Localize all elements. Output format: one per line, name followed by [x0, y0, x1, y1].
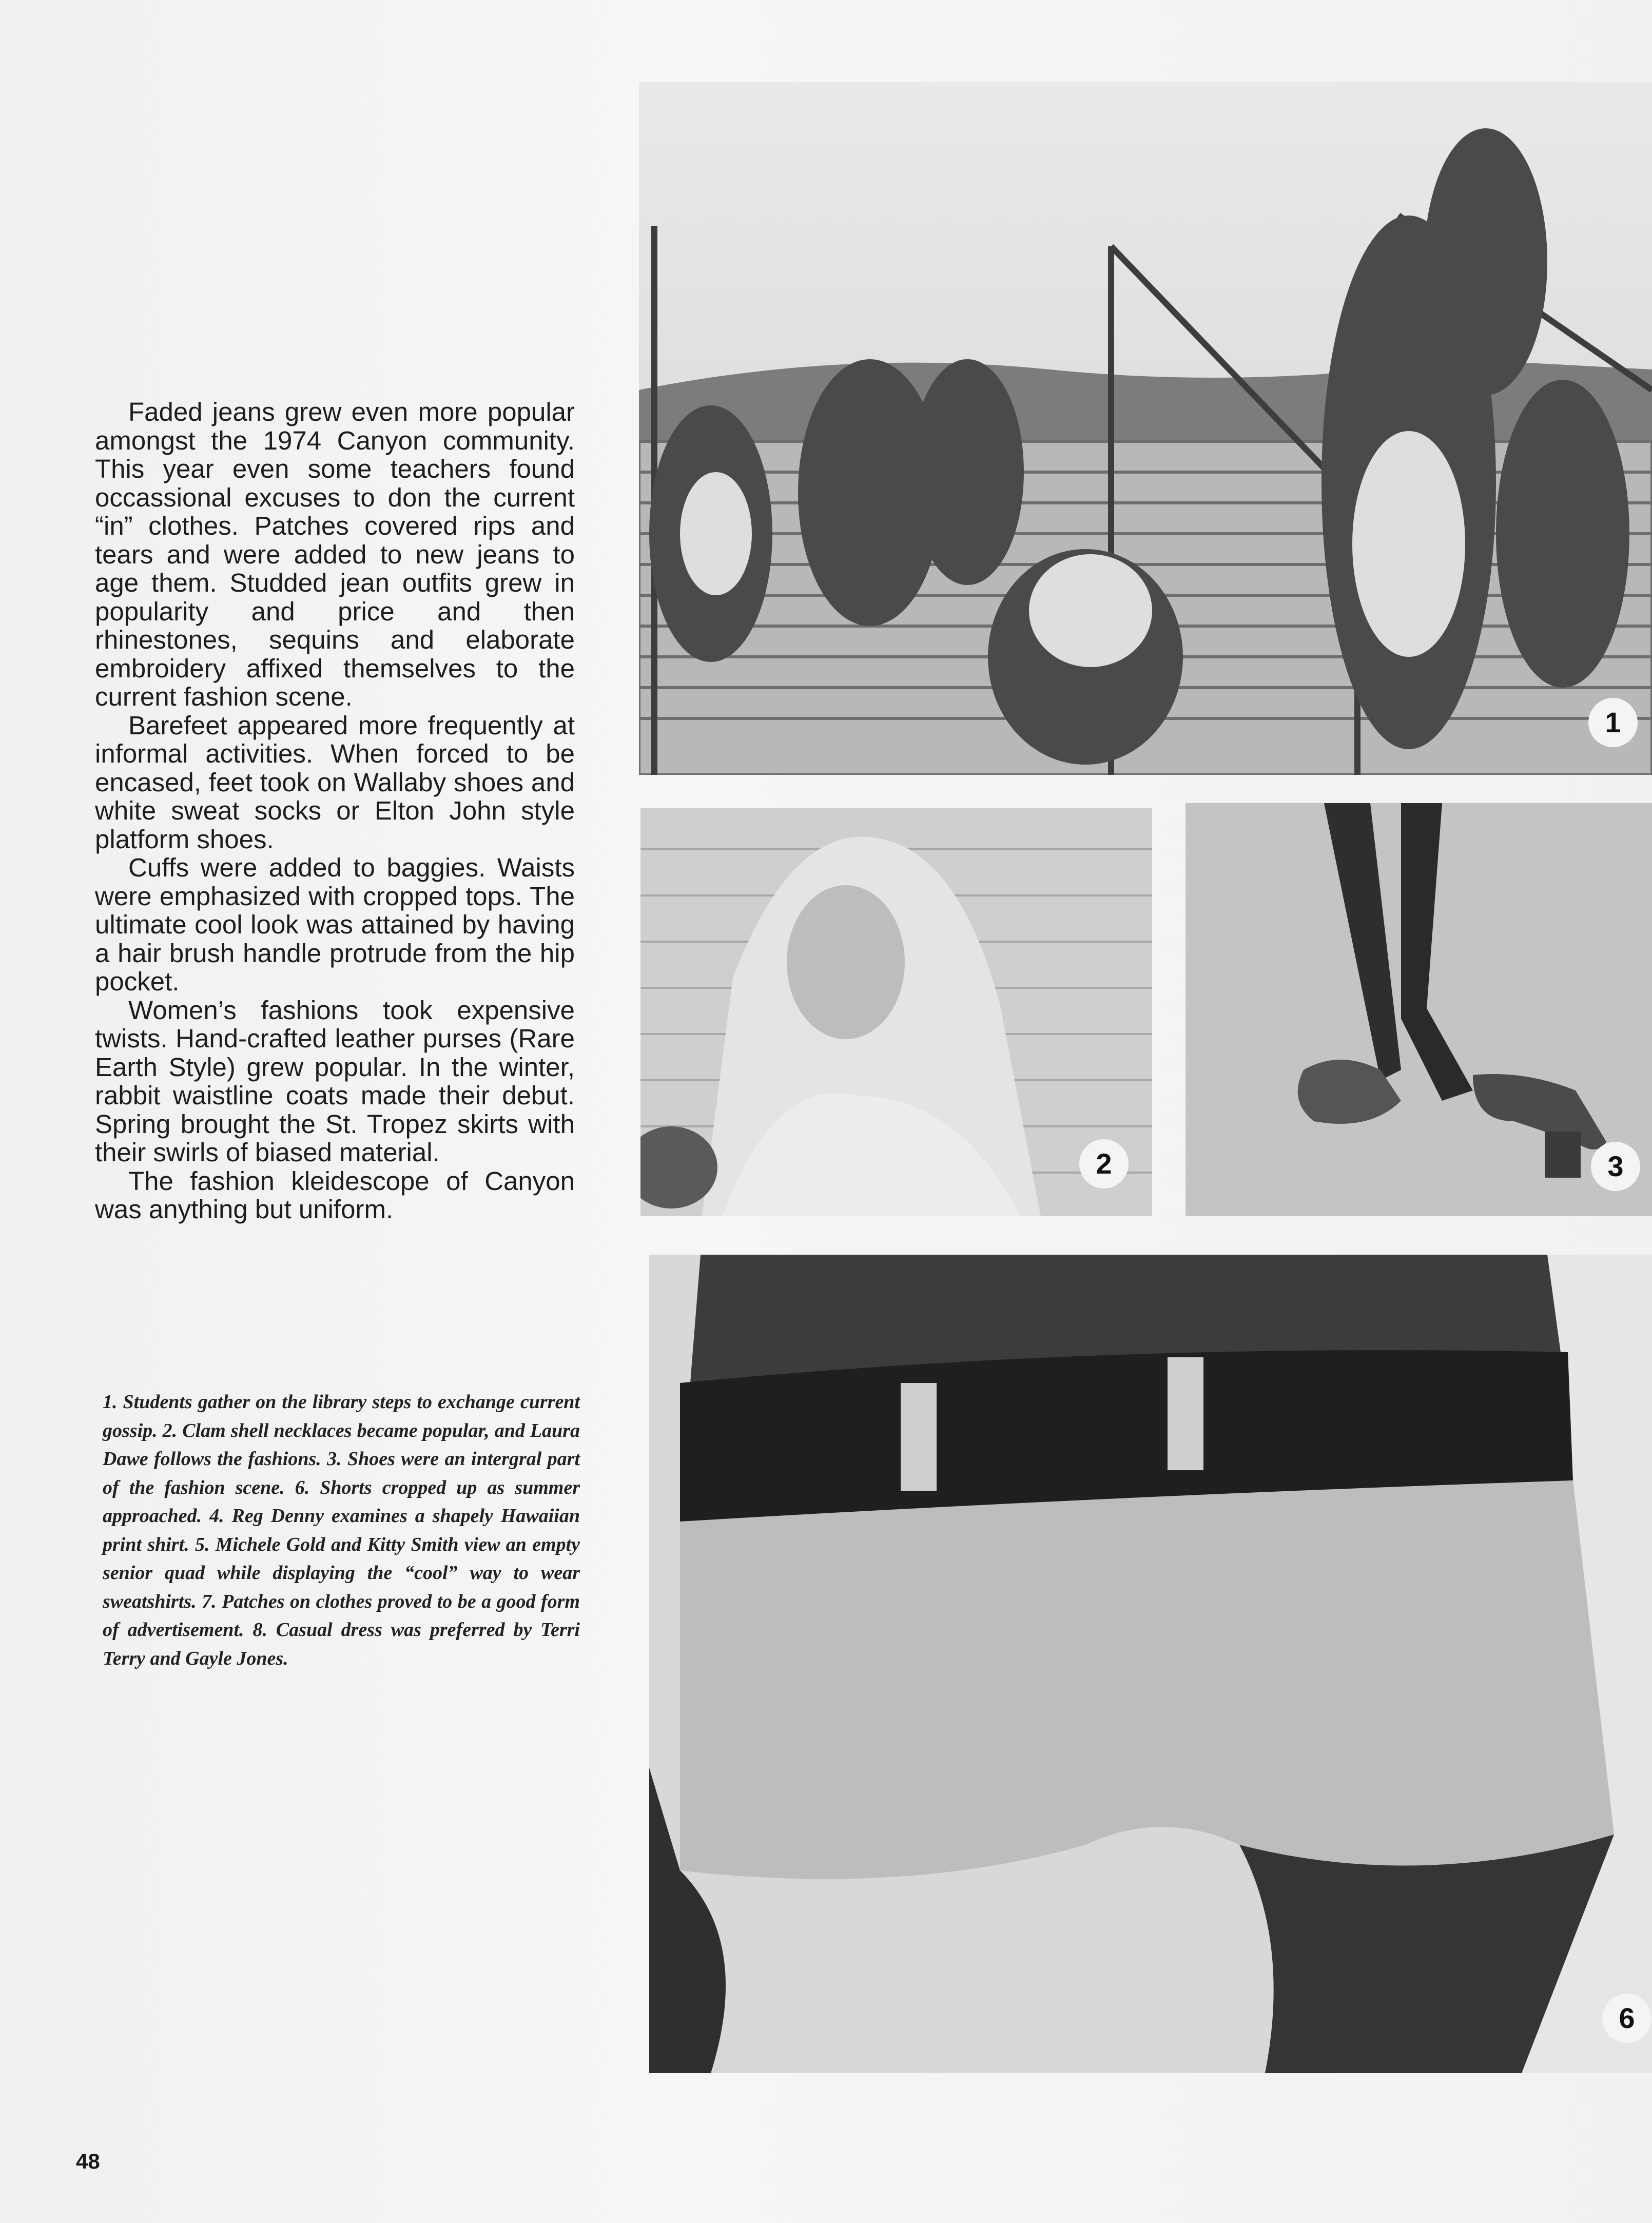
page-number: 48	[76, 2149, 100, 2173]
photo-number-2: 2	[1079, 1139, 1129, 1188]
photo-number-1: 1	[1588, 698, 1638, 747]
photo-cropped-shorts	[649, 1255, 1652, 2073]
photo-clam-shell-necklace-image	[640, 808, 1152, 1216]
paragraph-barefeet: Barefeet appeared more frequently at informal activities. When forced to be encased, feet took on Wallaby shoes and white sweat socks or Elton John style platform shoes.	[95, 710, 575, 854]
photo-number-6: 6	[1602, 1994, 1651, 2043]
photo-number-3: 3	[1591, 1142, 1640, 1191]
paragraph-womens-fashions: Women’s fashions took expensive twists. Hand-crafted leather purses (Rare Earth Style) grew popular. In the winter, rabbit waistline coats made their debut. Spring brought the St. Tropez skirts with their swirls of biased material.	[95, 995, 575, 1167]
photo-platform-shoes-image	[1185, 803, 1652, 1216]
paragraph-cuffs: Cuffs were added to baggies. Waists were emphasized with cropped tops. The ultimate cool look was attained by having a hair brush handle protrude from the hip pocket.	[95, 853, 575, 996]
photo-cropped-shorts-image	[649, 1255, 1652, 2073]
caption-text: 1. Students gather on the library steps to exchange current gossip. 2. Clam shell necklaces became popular, and Laura Dawe follows the fashions. 3. Shoes were an intergral part of the fashion scene. 6. Shorts cropped up as summer approached. 4. Reg Denny examines a shapely Hawaiian print shirt. 5. Michele Gold and Kitty Smith view an empty senior quad while displaying the “cool” way to wear sweatshirts. 7. Patches on clothes proved to be a good form of advertisement. 8. Casual dress was preferred by Terri Terry and Gayle Jones.	[103, 1391, 580, 1669]
photo-captions	[103, 1388, 580, 1673]
article-body	[95, 398, 575, 1224]
paragraph-conclusion: The fashion kleidescope of Canyon was anything but uniform.	[95, 1166, 575, 1224]
photo-library-steps-image	[639, 82, 1652, 775]
photo-clam-shell-necklace	[640, 808, 1152, 1216]
photo-platform-shoes	[1185, 803, 1652, 1216]
photo-library-steps	[639, 82, 1652, 775]
paragraph-jeans: Faded jeans grew even more popular amongst the 1974 Canyon community. This year even some teachers found occassional excuses to don the current “in” clothes. Patches covered rips and tears and were added to new jeans to age them. Studded jean outfits grew in popularity and price and then rhinestones, sequins and elaborate embroidery affixed themselves to the current fashion scene.	[95, 397, 575, 711]
